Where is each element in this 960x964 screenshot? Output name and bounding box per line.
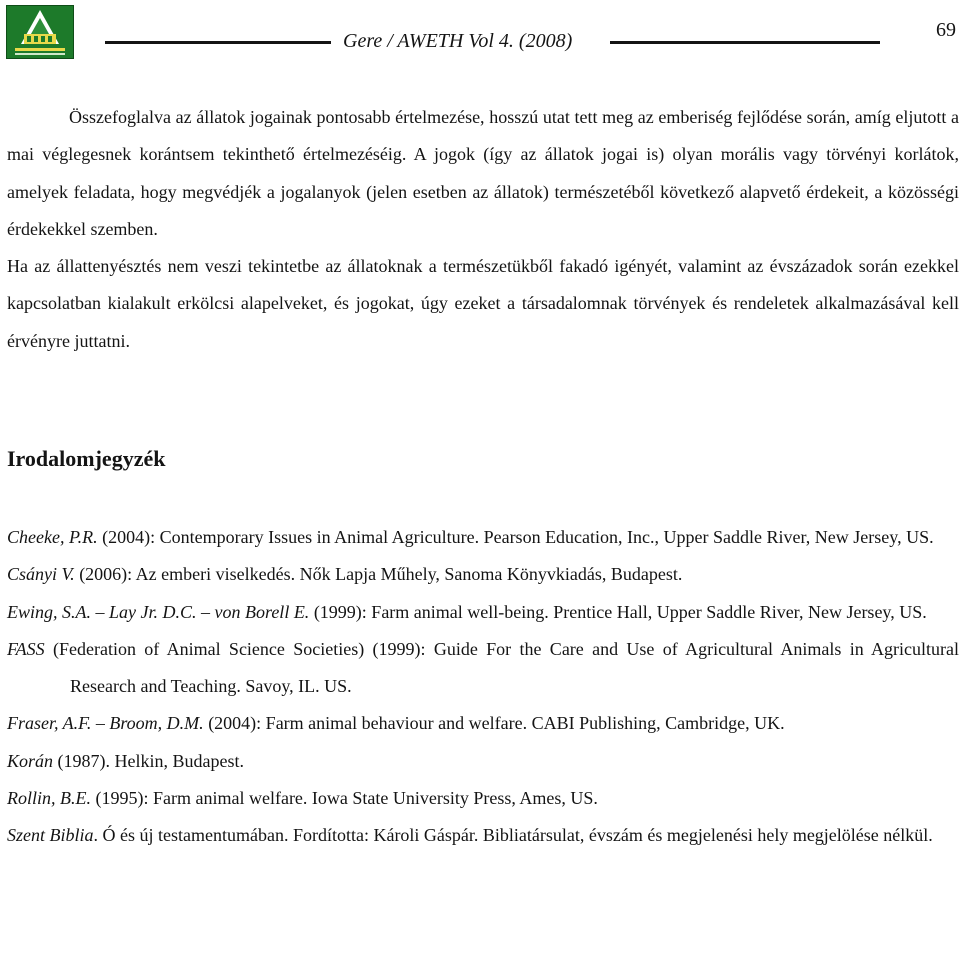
- reference-details: . Ó és új testamentumában. Fordította: Károli Gáspár. Bibliatársulat, évszám és megjelenési hely megjelölése nélkül.: [93, 825, 933, 846]
- reference-details: (1995): Farm animal welfare. Iowa State University Press, Ames, US.: [91, 788, 598, 809]
- reference-details: (Federation of Animal Science Societies) (1999): Guide For the Care and Use of Agricultural Animals in Agricultural Research and Teaching. Savoy, IL. US.: [44, 638, 959, 697]
- reference-details: (2006): Az emberi viselkedés. Nők Lapja Műhely, Sanoma Könyvkiadás, Budapest.: [74, 564, 683, 585]
- reference-item: [7, 594, 959, 631]
- reference-authors: Ewing, S.A. – Lay Jr. D.C. – von Borell E.: [7, 601, 310, 622]
- header-rule-right: [610, 41, 880, 44]
- body-paragraph: Ha az állattenyésztés nem veszi tekintetbe az állatoknak a természetükből fakadó igényét, valamint az évszázadok során ezekkel kapcsolatban kialakult erkölcsi alapelveket, és jogokat, úgy ezeket a társadalomnak törvények és rendeletek alkalmazásával kell érvényre juttatni.: [7, 256, 959, 351]
- reference-item: [7, 743, 959, 780]
- reference-authors: Korán: [7, 750, 54, 771]
- body-text: [7, 99, 959, 360]
- page-number: 69: [936, 19, 956, 41]
- reference-authors: FASS: [7, 638, 45, 659]
- reference-item: [7, 780, 959, 817]
- reference-list: [7, 519, 959, 855]
- reference-item: [7, 705, 959, 742]
- reference-item: [7, 817, 959, 854]
- reference-item: [7, 631, 959, 706]
- reference-authors: Rollin, B.E.: [7, 788, 91, 809]
- journal-logo-icon: [6, 5, 74, 59]
- reference-authors: Csányi V.: [7, 564, 75, 585]
- reference-item: [7, 519, 959, 556]
- reference-details: (1987). Helkin, Budapest.: [53, 750, 244, 771]
- header-rule-left: [105, 41, 331, 44]
- body-paragraph: Összefoglalva az állatok jogainak pontosabb értelmezése, hosszú utat tett meg az emberiség fejlődése során, amíg eljutott a mai véglegesnek korántsem tekinthető értelmezéséig. A jogok (így az állatok jogai is) olyan morális vagy törvényi korlátok, amelyek feladata, hogy megvédjék a jogalanyok (jelen esetben az állatok) természetéből következő alapvető érdekeit, a közösségi érdekekkel szemben.: [7, 107, 959, 239]
- reference-details: (2004): Contemporary Issues in Animal Agriculture. Pearson Education, Inc., Upper Saddle River, New Jersey, US.: [97, 527, 934, 547]
- reference-item: [7, 556, 959, 593]
- reference-authors: Fraser, A.F. – Broom, D.M.: [7, 713, 204, 734]
- journal-title: Gere / AWETH Vol 4. (2008): [343, 30, 573, 52]
- reference-authors: Szent Biblia: [7, 825, 94, 846]
- reference-details: (1999): Farm animal well-being. Prentice Hall, Upper Saddle River, New Jersey, US.: [309, 601, 927, 622]
- references-heading: Irodalomjegyzék: [7, 446, 166, 471]
- reference-authors: Cheeke, P.R.: [7, 527, 98, 547]
- reference-details: (2004): Farm animal behaviour and welfare. CABI Publishing, Cambridge, UK.: [203, 713, 785, 734]
